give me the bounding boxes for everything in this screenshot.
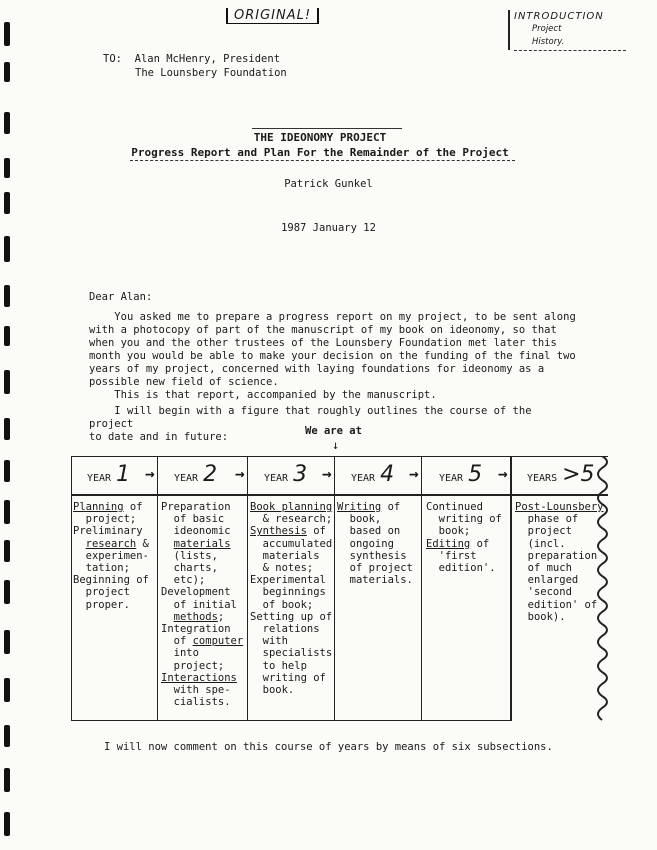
arrow-right-icon: →	[145, 464, 155, 483]
year-4-header: YEAR 4	[351, 462, 395, 487]
year-5-header: YEAR 5	[439, 462, 483, 487]
year-1-header: YEAR 1	[87, 462, 131, 487]
tag-subtitle-2: History.	[532, 37, 565, 47]
title-line-2: Progress Report and Plan For the Remainder of the Project	[131, 146, 509, 159]
date: 1987 January 12	[281, 222, 376, 234]
tag-subtitle: Project	[532, 24, 562, 34]
year-1-activities: Planning of project; Preliminary research & experimen- tation; Beginning of project proper.	[73, 501, 149, 611]
arrow-right-icon: →	[498, 464, 508, 483]
salutation: Dear Alan:	[89, 291, 153, 303]
arrow-right-icon: →	[409, 464, 419, 483]
category-tag	[514, 10, 626, 49]
year-3-header: YEAR 3	[264, 462, 308, 487]
post-project-activities: Post-Lounsbery phase of project (incl. preparation of much enlarged 'second edition' of book).	[515, 501, 604, 623]
year-4-activities: Writing of book, based on ongoing synthesis of project materials.	[337, 501, 413, 587]
years-beyond-5-header: YEARS >5	[527, 462, 595, 487]
arrow-right-icon: →	[235, 464, 245, 483]
arrow-right-icon: →	[322, 464, 332, 483]
recipient-org: The Lounsbery Foundation	[135, 67, 287, 79]
year-5-activities: Continued writing of book; Editing of 'first edition'.	[426, 501, 502, 575]
paragraph-intro: You asked me to prepare a progress report on my project, to be sent along with a photocopy of part of the manuscript of my book on ideonomy, so that when you and the other trustees of the Lounsbery Foundation met later this month you would be able to make your decision on the funding of the final two years of my project, concerned with laying foundations for ideonomy as a possible new field of science. This is that report, accompanied by the manuscript.	[89, 311, 576, 401]
original-stamp: ORIGINAL!	[226, 8, 319, 24]
year-3-activities: Book planning & research; Synthesis of accumulated materials & notes; Experimental beginnings of book; Setting up of relations with specialists to help writing of book.	[250, 501, 333, 697]
year-2-activities: Preparation of basic ideonomic materials (lists, charts, etc); Development of initial methods; Integration of computer into project; Interactions with spe- cialists.	[161, 501, 244, 709]
down-arrow-icon: ↓	[332, 438, 340, 452]
project-timeline	[71, 456, 611, 721]
we-are-at-label: We are at	[305, 425, 362, 437]
title-line-1: THE IDEONOMY PROJECT	[253, 131, 387, 144]
recipient-block	[103, 52, 287, 80]
year-2-header: YEAR 2	[174, 462, 218, 487]
author: Patrick Gunkel	[284, 178, 373, 190]
to-label: TO:	[103, 53, 122, 65]
closing-paragraph: I will now comment on this course of years by means of six subsections.	[104, 741, 553, 753]
tag-title: INTRODUCTION	[514, 11, 604, 22]
document-title	[120, 130, 520, 160]
paragraph-figure-intro: I will begin with a figure that roughly outlines the course of the project to date and in future:	[89, 405, 532, 443]
recipient-name: Alan McHenry, President	[134, 53, 281, 65]
